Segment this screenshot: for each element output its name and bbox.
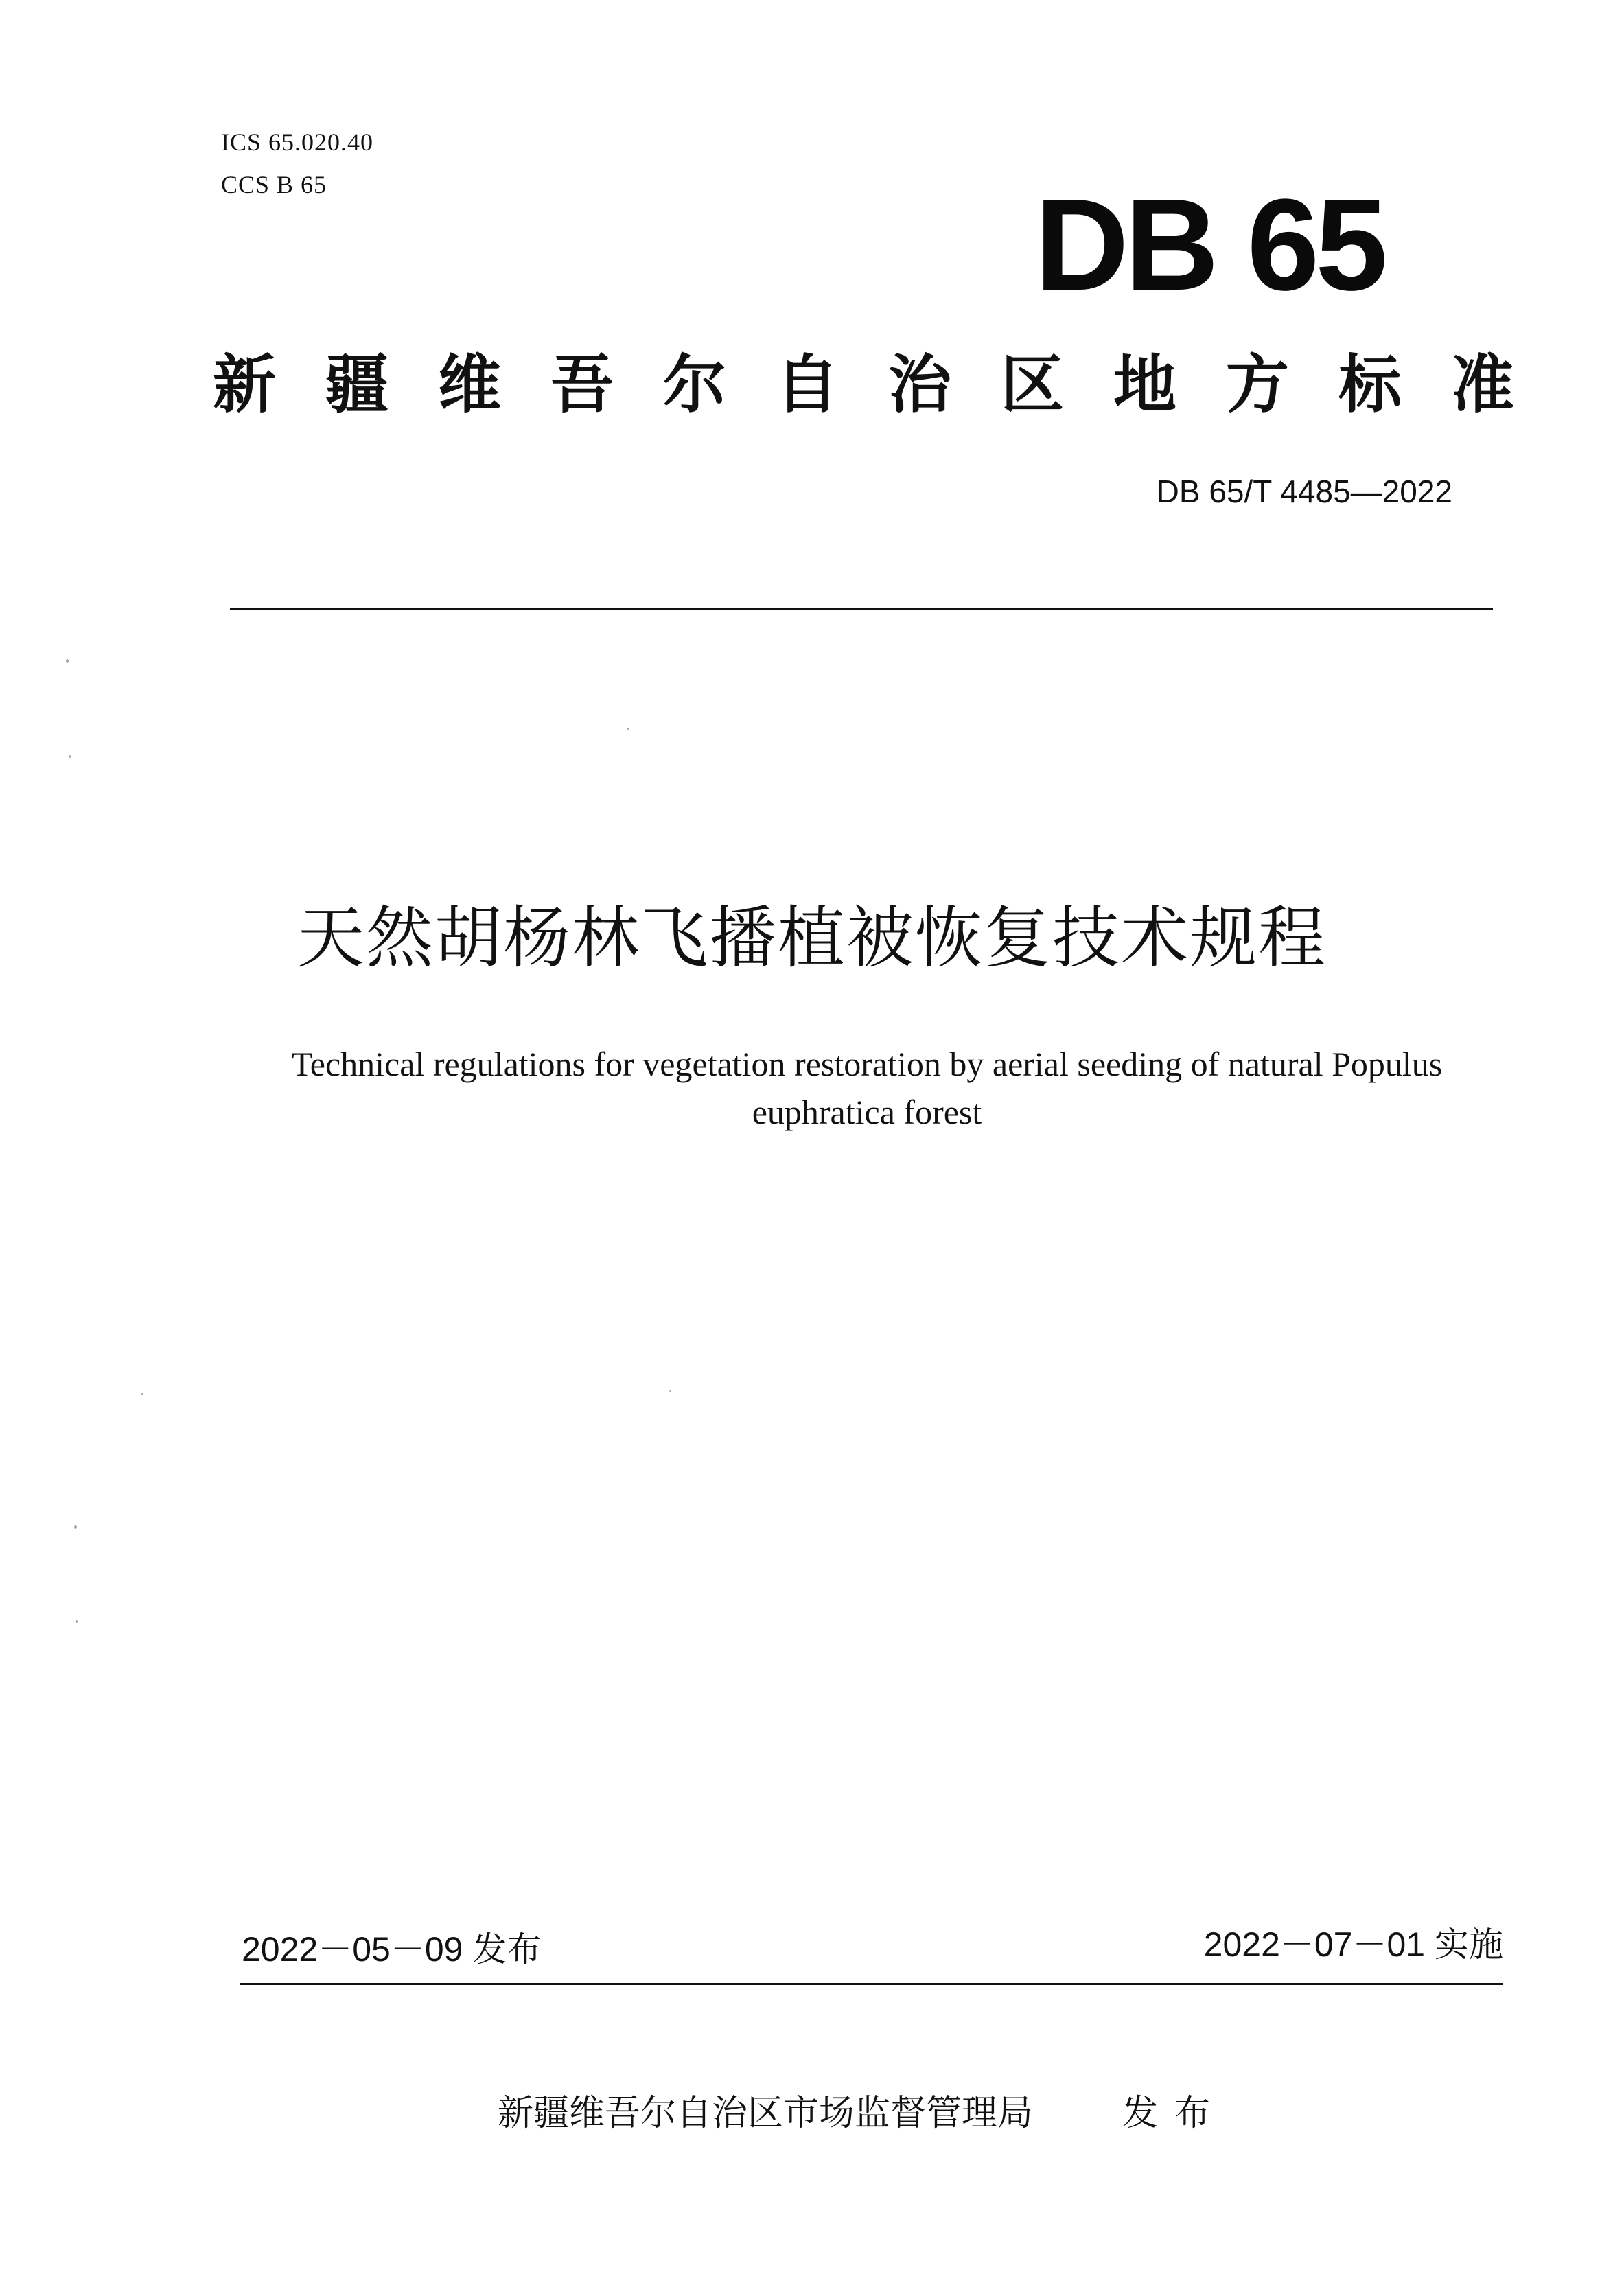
scan-speck xyxy=(669,1390,671,1392)
scan-speck xyxy=(69,755,71,758)
title-english: Technical regulations for vegetation restoration by aerial seeding of natural Populus euphratica forest xyxy=(291,1045,1443,1131)
issue-date: 2022－05－09 发布 xyxy=(242,1930,542,1969)
title-chinese: 天然胡杨林飞播植被恢复技术规程 xyxy=(297,899,1327,977)
issuer-name: 新疆维吾尔自治区市场监督管理局 xyxy=(498,2093,1034,2134)
scan-speck xyxy=(627,728,629,730)
footer-divider xyxy=(240,1983,1503,1985)
db-logo: DB 65 xyxy=(1034,172,1384,318)
effective-date: 2022－07－01 实施 xyxy=(1203,1925,1503,1964)
scan-speck xyxy=(141,1393,143,1395)
scan-speck xyxy=(76,1620,78,1623)
standard-type-heading: 新疆维吾尔自治区地方标准 xyxy=(213,348,1564,421)
ccs-code: CCS B 65 xyxy=(221,171,327,198)
standard-number: DB 65/T 4485—2022 xyxy=(1156,474,1452,509)
ics-code: ICS 65.020.40 xyxy=(221,128,374,156)
header-divider xyxy=(230,608,1493,610)
issuer-action: 发布 xyxy=(1122,2093,1227,2134)
scan-speck xyxy=(74,1525,77,1529)
scan-speck xyxy=(66,659,69,663)
